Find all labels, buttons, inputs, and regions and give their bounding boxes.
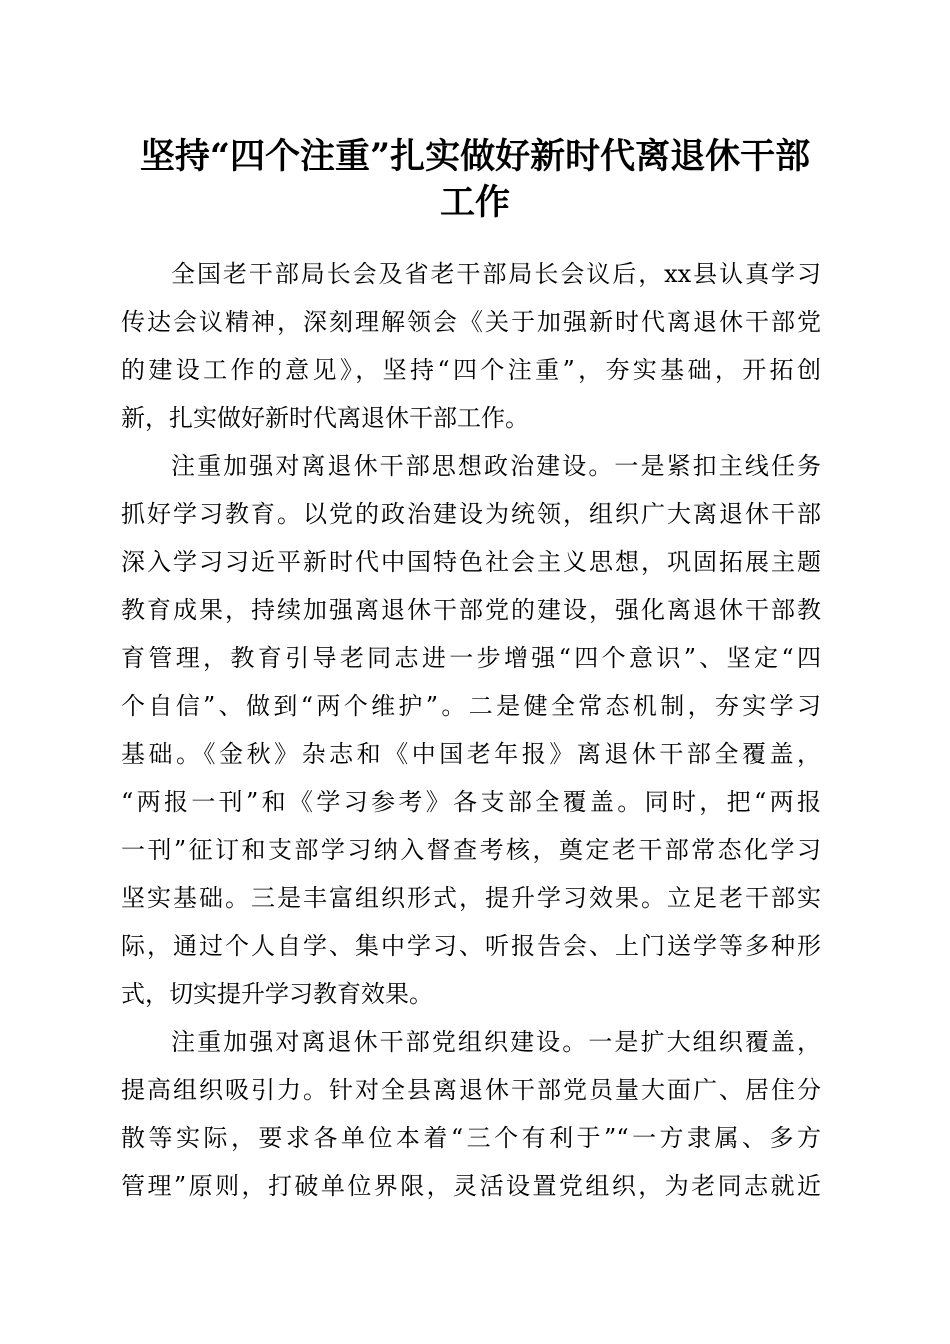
document-title bbox=[110, 134, 840, 226]
paragraph-line: 深入学习习近平新时代中国特色社会主义思想，巩固拓展主题 bbox=[121, 548, 821, 576]
title-line-1: 坚持“四个注重”扎实做好新时代离退休干部 bbox=[139, 136, 811, 177]
paragraph-line: 新，扎实做好新时代离退休干部工作。 bbox=[121, 404, 529, 432]
paragraph-line: 提高组织吸引力。针对全县离退休干部党员量大面广、居住分 bbox=[121, 1076, 821, 1104]
paragraph-line: 坚实基础。三是丰富组织形式，提升学习效果。立足老干部实 bbox=[121, 884, 821, 912]
paragraph-line: “两报一刊”和《学习参考》各支部全覆盖。同时，把“两报 bbox=[121, 788, 821, 816]
paragraph-line: 育管理，教育引导老同志进一步增强“四个意识”、坚定“四 bbox=[121, 644, 821, 672]
paragraph-line: 全国老干部局长会及省老干部局长会议后，xx县认真学习 bbox=[171, 260, 821, 288]
paragraph-line: 式，切实提升学习教育效果。 bbox=[121, 980, 433, 1008]
paragraph-line: 基础。《金秋》杂志和《中国老年报》离退休干部全覆盖， bbox=[121, 740, 821, 768]
paragraph-line: 一刊”征订和支部学习纳入督查考核，奠定老干部常态化学习 bbox=[121, 836, 821, 864]
paragraph-line: 管理”原则，打破单位界限，灵活设置党组织，为老同志就近 bbox=[121, 1172, 821, 1200]
paragraph-line: 注重加强对离退休干部党组织建设。一是扩大组织覆盖， bbox=[171, 1028, 821, 1056]
document-body bbox=[121, 250, 821, 1210]
paragraph-political-building bbox=[121, 442, 821, 1018]
paragraph-line: 散等实际，要求各单位本着“三个有利于”“一方隶属、多方 bbox=[121, 1124, 821, 1152]
paragraph-line: 个自信”、做到“两个维护”。二是健全常态机制，夯实学习 bbox=[121, 692, 821, 720]
paragraph-line: 注重加强对离退休干部思想政治建设。一是紧扣主线任务 bbox=[171, 452, 821, 480]
paragraph-line: 的建设工作的意见》，坚持“四个注重”，夯实基础，开拓创 bbox=[121, 356, 821, 384]
paragraph-intro bbox=[121, 250, 821, 442]
paragraph-line: 抓好学习教育。以党的政治建设为统领，组织广大离退休干部 bbox=[121, 500, 821, 528]
paragraph-organization-building bbox=[121, 1018, 821, 1210]
paragraph-line: 传达会议精神，深刻理解领会《关于加强新时代离退休干部党 bbox=[121, 308, 821, 336]
paragraph-line: 际，通过个人自学、集中学习、听报告会、上门送学等多种形 bbox=[121, 932, 821, 960]
title-line-2: 工作 bbox=[439, 182, 510, 223]
paragraph-line: 教育成果，持续加强离退休干部党的建设，强化离退休干部教 bbox=[121, 596, 821, 624]
